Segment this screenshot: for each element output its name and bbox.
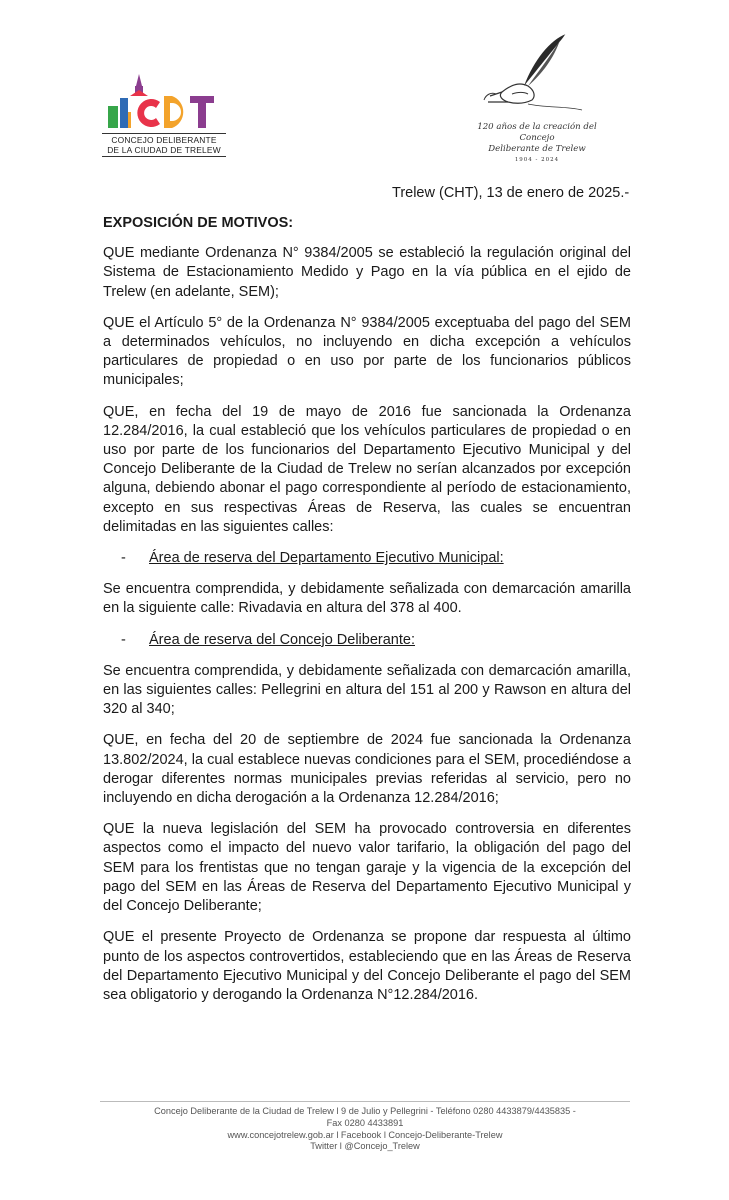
paragraph: QUE el Artículo 5° de la Ordenanza N° 9384/2005 exceptuaba del pago del SEM a determinados vehículos, no incluyendo en dicha excepción a vehículos particulares de propiedad o en uso por parte de los funcionarios públicos municipales; [103, 314, 631, 389]
paragraph: QUE, en fecha del 20 de septiembre de 2024 fue sancionada la Ordenanza 13.802/2024, la cual establece nuevas condiciones para el SEM, procediéndose a derogar diferentes normas municipales previas referidas al servicio, pero no incluyendo en dicha derogación a la Ordenanza 12.284/2016; [103, 732, 631, 807]
quill-pen-hand-icon [462, 30, 612, 122]
paragraph: QUE la nueva legislación del SEM ha provocado controversia en diferentes aspectos como el impacto del nuevo valor tarifario, la obligación del pago del SEM para los frentistas que no tengan garaje y la vigencia de la excepción del pago del SEM en las Áreas de Reserva del Departamento Ejecutivo Municipal y del Concejo Deliberante; [103, 821, 631, 915]
document-date: Trelew (CHT), 13 de enero de 2025.- [392, 185, 630, 201]
paragraph: Se encuentra comprendida, y debidamente señalizada con demarcación amarilla, en las siguientes calles: Pellegrini en altura del 151 al 200 y Rawson en altura del 320 al 340; [103, 662, 631, 718]
bullet-text: Área de reserva del Concejo Deliberante: [149, 631, 415, 648]
anniversary-caption-line2: Deliberante de Trelew [488, 144, 586, 154]
bullet-text: Área de reserva del Departamento Ejecutivo Municipal: [149, 550, 504, 567]
paragraph: Se encuentra comprendida, y debidamente señalizada con demarcación amarilla en la siguiente calle: Rivadavia en altura del 378 al 400. [103, 581, 631, 617]
bullet-dash: - [121, 631, 126, 648]
concejo-name-line1: CONCEJO DELIBERANTE [111, 135, 217, 145]
paragraph: QUE el presente Proyecto de Ordenanza se propone dar respuesta al último punto de los aspectos controvertidos, estableciendo que en las Áreas de Reserva del Departamento Ejecutivo Municipal y del Concejo Deliberante el pago del SEM sea obligatorio y derogando la Ordenanza N°12.284/2016. [103, 929, 631, 1003]
concejo-logo [100, 72, 230, 156]
concejo-name-line2: DE LA CIUDAD DE TRELEW [107, 145, 221, 155]
page-footer [100, 1106, 630, 1153]
anniversary-caption-line1: 120 años de la creación del Concejo [477, 122, 597, 143]
section-heading: EXPOSICIÓN DE MOTIVOS: [103, 215, 294, 231]
footer-address: Concejo Deliberante de la Ciudad de Trelew l 9 de Julio y Pellegrini - Teléfono 0280 4433879/4435835 - [154, 1106, 576, 1116]
cdt-logo-icon [100, 72, 230, 132]
anniversary-years: 1904 - 2024 [514, 157, 560, 163]
anniversary-logo [462, 30, 612, 163]
footer-web: www.concejotrelew.gob.ar l Facebook l Concejo-Deliberante-Trelew [227, 1129, 503, 1140]
paragraph: QUE, en fecha del 19 de mayo de 2016 fue sancionada la Ordenanza 12.284/2016, la cual estableció que los vehículos particulares de propiedad o en uso por parte de los funcionarios del Departamento Ejecutivo Municipal y del Concejo Deliberante de la Ciudad de Trelew no serían alcanzados por excepción alguna, debiendo abonar el pago correspondiente al período de estacionamiento, excepto en sus respectivas Áreas de Reserva, las cuales se encuentran delimitadas en las siguientes calles: [103, 403, 631, 535]
bullet-item [103, 549, 631, 568]
bullet-dash: - [121, 550, 126, 567]
footer-fax: Fax 0280 4433891 [326, 1117, 404, 1128]
document-body [103, 214, 631, 1017]
footer-divider [100, 1101, 630, 1102]
bullet-item [103, 631, 631, 650]
footer-twitter: Twitter l @Concejo_Trelew [310, 1141, 420, 1152]
paragraph: QUE mediante Ordenanza N° 9384/2005 se estableció la regulación original del Sistema de Estacionamiento Medido y Pago en la vía pública en el ejido de Trelew (en adelante, SEM); [103, 245, 631, 300]
